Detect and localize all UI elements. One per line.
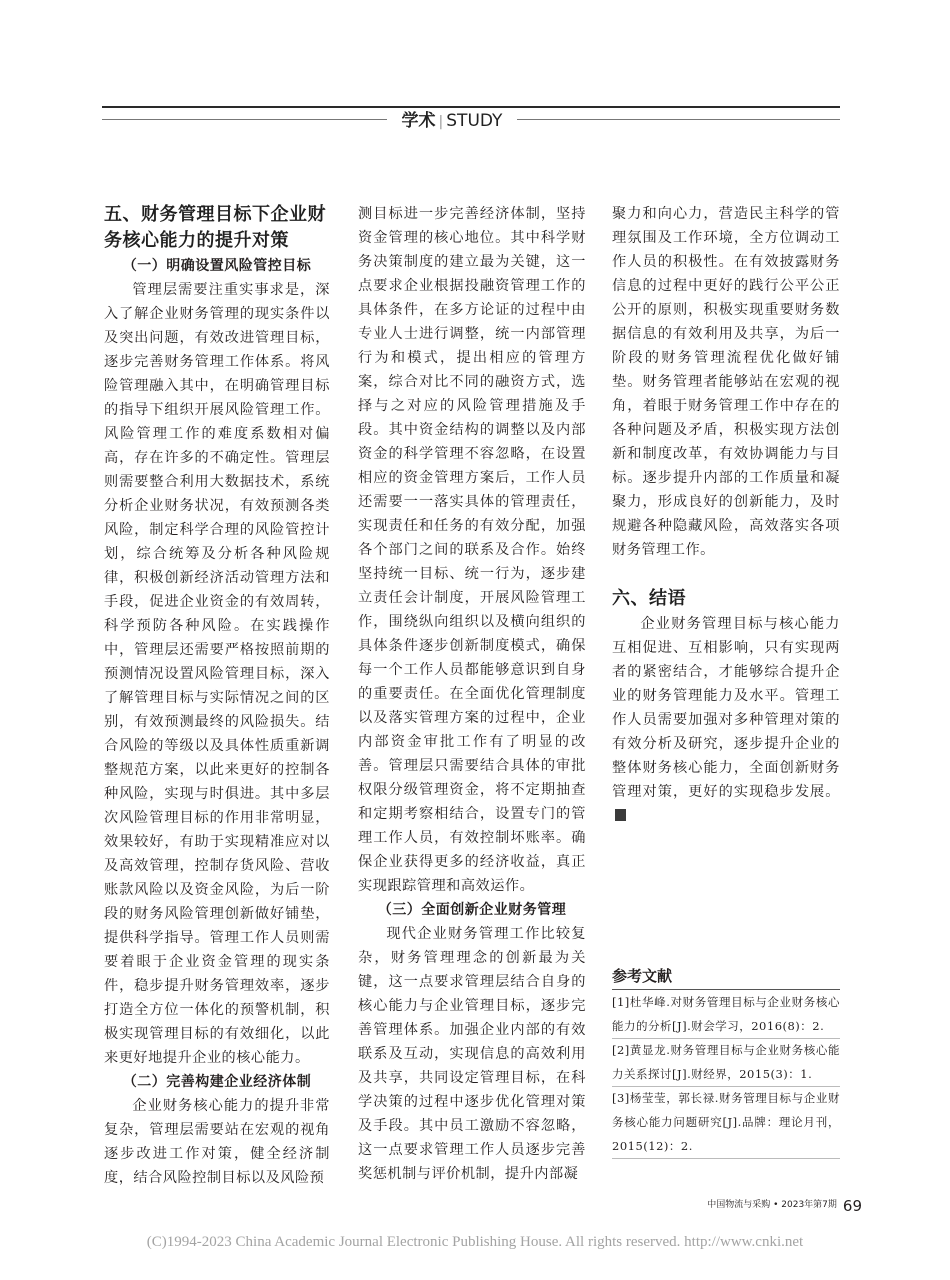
subsection-5-2-title: （二）完善构建企业经济体制 [122,1074,312,1090]
section-6-title: 六、结语 [612,588,686,609]
reference-item: [2]黄显龙.财务管理目标与企业财务核心能力关系探讨[J].财经界，2015(3)：1. [612,1039,840,1087]
section-header [387,108,517,135]
magazine-issue: 中国物流与采购 • 2023年第7期 [707,1200,837,1210]
references-title: 参考文献 [612,967,673,985]
subsection-5-3-body-start: 现代企业财务管理工作比较复杂，财务管理理念的创新最为关键，这一点要求管理层结合自身的核心能力与企业管理目标，逐步完善管理体系。加强企业内部的有效联系及互动，实现信息的高效利用及共享，共同设定管理目标，在科学决策的过程中逐步优化管理对策及手段。其中员工激励不容忽略，这一点要求管理工作人员逐步完善奖惩机制与评价机制，提升内部凝 [358,926,586,1182]
references-list [612,991,840,1159]
header-category-en: STUDY [446,111,503,131]
page-number: 69 [842,1197,862,1215]
header-separator: | [438,114,444,130]
page-footer [707,1196,862,1215]
reference-item: [3]杨莹莹，郭长禄.财务管理目标与企业财务核心能力问题研究[J].品牌：理论月刊，2015(12)：2. [612,1087,840,1159]
subsection-5-3-body-cont: 聚力和向心力，营造民主科学的管理氛围及工作环境，全方位调动工作人员的积极性。在有效披露财务信息的过程中更好的践行公平公正公开的原则，积极实现重要财务数据信息的有效利用及共享，为后一阶段的财务管理流程优化做好铺垫。财务管理者能够站在宏观的视角，着眼于财务管理工作中存在的各种问题及矛盾，积极实现方法创新和制度改革，有效协调能力与目标。逐步提升内部的工作质量和凝聚力，形成良好的创新能力，及时规避各种隐藏风险，高效落实各项财务管理工作。 [612,206,840,558]
header-left-rule [102,119,387,120]
column-1 [104,202,330,1190]
header-category: 学术 [401,111,436,131]
subsection-5-2-body-start: 企业财务核心能力的提升非常复杂，管理层需要站在宏观的视角逐步改进工作对策，健全经济制度，结合风险控制目标以及风险预 [104,1098,330,1186]
subsection-5-2-body-cont: 测目标进一步完善经济体制，坚持资金管理的核心地位。其中科学财务决策制度的建立最为关键，这一点要求企业根据投融资管理工作的具体条件，在多方论证的过程中由专业人士进行调整，统一内部管理行为和模式，提出相应的管理方案，综合对比不同的融资方式，选择与之对应的风险管理措施及手段。其中资金结构的调整以及内部资金的科学管理不容忽略，在设置相应的资金管理方案后，工作人员还需要一一落实具体的管理责任，实现责任和任务的有效分配，加强各个部门之间的联系及合作。始终坚持统一目标、统一行为，逐步建立责任会计制度，开展风险管理工作，围绕纵向组织以及横向组织的具体条件逐步创新制度模式，确保每一个工作人员都能够意识到自身的重要责任。在全面优化管理制度以及落实管理方案的过程中，企业内部资金审批工作有了明显的改善。管理层只需要结合具体的审批权限分级管理资金，将不定期抽查和定期考察相结合，设置专门的管理工作人员，有效控制坏账率。确保企业获得更多的经济收益，真正实现跟踪管理和高效运作。 [358,206,586,894]
column-3 [612,202,840,828]
column-2 [358,202,586,1186]
end-mark-icon [615,809,626,821]
section-6-text: 企业财务管理目标与核心能力互相促进、互相影响，只有实现两者的紧密结合，才能够综合提升企业的财务管理能力及水平。管理工作人员需要加强对多种管理对策的有效分析及研究，逐步提升企业的整体财务核心能力，全面创新财务管理对策，更好的实现稳步发展。 [612,616,840,800]
header-right-rule [517,119,840,120]
copyright-line: (C)1994-2023 China Academic Journal Electronic Publishing House. All rights reserved. http://www.cnki.net [146,1234,804,1250]
subsection-5-1-title: （一）明确设置风险管控目标 [122,258,312,274]
subsection-5-3-title: （三）全面创新企业财务管理 [377,902,567,918]
section-6-body [612,612,840,828]
subsection-5-1-body: 管理层需要注重实事求是，深入了解企业财务管理的现实条件以及突出问题，有效改进管理目标，逐步完善财务管理工作体系。将风险管理融入其中，在明确管理目标的指导下组织开展风险管理工作。风险管理工作的难度系数相对偏高，存在许多的不确定性。管理层则需要整合利用大数据技术，系统分析企业财务状况，有效预测各类风险，制定科学合理的风险管控计划，综合统筹及分析各种风险规律，积极创新经济活动管理方法和手段，促进企业资金的有效周转，科学预防各种风险。在实践操作中，管理层还需要严格按照前期的预测情况设置风险管理目标，深入了解管理目标与实际情况之间的区别，有效预测最终的风险损失。结合风险的等级以及具体性质重新调整规范方案，以此来更好的控制各种风险，实现与时俱进。其中多层次风险管理目标的作用非常明显，效果较好，有助于实现精准应对以及高效管理，控制存货风险、营收账款风险以及资金风险，为后一阶段的财务风险管理创新做好铺垫，提供科学指导。管理工作人员则需要着眼于企业资金管理的现实条件，稳步提升财务管理效率，逐步打造全方位一体化的预警机制，积极实现管理目标的有效细化，以此来更好地提升企业的核心能力。 [104,282,330,1066]
references-rule [612,989,840,990]
reference-item: [1]杜华峰.对财务管理目标与企业财务核心能力的分析[J].财会学习，2016(8)：2. [612,991,840,1039]
section-5-title: 五、财务管理目标下企业财务核心能力的提升对策 [104,204,326,251]
